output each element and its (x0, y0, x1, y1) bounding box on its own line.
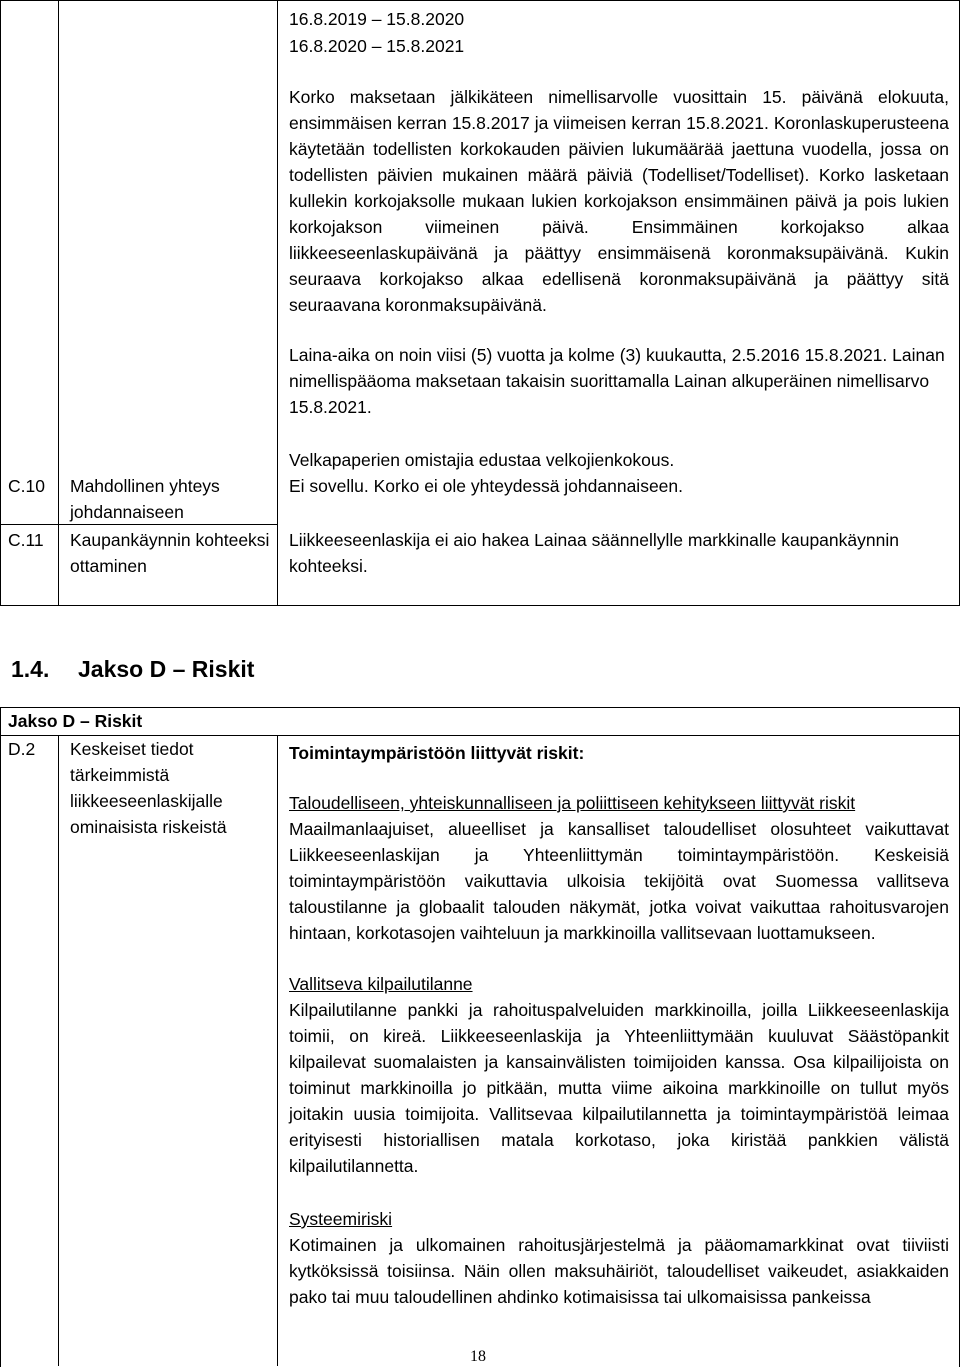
interest-period-date: 16.8.2020 – 15.8.2021 (289, 36, 465, 56)
section-number: 1.4. (11, 656, 50, 682)
risk-block-title: Systeemiriski (289, 1209, 393, 1229)
row-label: Kaupankäynnin kohteeksi ottaminen (70, 530, 270, 576)
risks-main-heading: Toimintaympäristöön liittyvät riskit: (289, 743, 585, 763)
table-risks-divider (277, 735, 278, 1366)
row-content: Ei sovellu. Korko ei ole yhteydessä johdannaiseen. (289, 476, 683, 496)
risk-block-title: Vallitseva kilpailutilanne (289, 974, 473, 994)
section-title: Jakso D – Riskit (78, 656, 255, 682)
bondholders-line: Velkapaperien omistajia edustaa velkojienkokous. (289, 450, 675, 470)
interest-paragraph: Korko maksetaan jälkikäteen nimellisarvolle vuosittain 15. päivänä elokuuta, ensimmäisen kerran 15.8.2017 ja viimeisen kerran 15.8.2021. Koronlaskuperusteena käytetään todellisten korkokauden päivien lukumäärää jaettuna vuodella, jossa on todellisten päivien mukainen määrä päiviä (Todelliset/Todelliset). Korko lasketaan kullekin korkojaksolle mukaan lukien korkojakson ensimmäinen päivä ja pois lukien korkojakson viimeinen päivä. Ensimmäinen korkojakso alkaa liikkeeseenlaskupäivänä ja päättyy ensimmäisenä koronmaksupäivänä. Kukin seuraava korkojakso alkaa edellisenä koronmaksupäivänä ja päättyy sitä seuraavana koronmaksupäivänä. (289, 87, 949, 315)
risk-block-title: Taloudelliseen, yhteiskunnalliseen ja poliittiseen kehitykseen liittyvät riskit (289, 793, 856, 813)
table-header: Jakso D – Riskit (8, 711, 143, 731)
row-code: D.2 (8, 739, 36, 759)
risk-block-text: Kilpailutilanne pankki ja rahoituspalveluiden markkinoilla, joilla Liikkeeseenlaskija toimii, on kireä. Liikkeeseenlaskija ja Yhteenliittymään kuuluvat Säästöpankit kilpailevat suomalaisten ja kansainvälisten toimijoiden kanssa. Osa kilpailijoista on toiminut markkinoilla jo pitkään, mutta viime aikoina markkinoille on tullut myös joitakin uusia toimijoita. Vallitsevaa kilpailutilannetta ja toimintaympäristöä leimaa erityisesti historiallisen matala korkotaso, joka kiristää pankkien välistä kilpailutilannetta. (289, 1000, 949, 1176)
row-code: C.11 (8, 530, 44, 550)
row-label: Keskeiset tiedot tärkeimmistä liikkeeseenlaskijalle ominaisista riskeistä (70, 739, 227, 837)
row-code: C.10 (8, 476, 45, 496)
page-number: 18 (470, 1348, 486, 1365)
risk-block-text: Kotimainen ja ulkomainen rahoitusjärjestelmä ja pääomamarkkinat ovat tiiviisti kytköksissä toisiinsa. Näin ollen maksuhäiriöt, taloudelliset vaikeudet, asiakkaiden pako tai muu taloudellinen ahdinko kotimaisissa tai ulkomaisissa pankeissa (289, 1235, 949, 1307)
table-terms-divider (277, 0, 278, 606)
table-risks-divider (58, 735, 59, 1366)
loan-term-paragraph: Laina-aika on noin viisi (5) vuotta ja kolme (3) kuukautta, 2.5.2016 15.8.2021. Lainan nimellispääoma maksetaan takaisin suorittamalla Lainan alkuperäinen nimellisarvo 15.8.2021. (289, 345, 945, 417)
table-terms-divider (58, 0, 59, 606)
risk-block-text: Maailmanlaajuiset, alueelliset ja kansalliset taloudelliset olosuhteet vaikuttavat Liikkeeseenlaskijan ja Yhteenliittymän toimintaympäristöön. Keskeisiä toimintaympäristöön vaikuttavia ulkoisia tekijöitä ovat Suomessa vallitseva taloustilanne ja globaalit talouden näkymät, jotka voivat vaikuttaa rahoitusvarojen hintaan, korkotasojen vaihteluun ja markkinoilla vallitsevaan luottamukseen. (289, 819, 949, 943)
row-content: Liikkeeseenlaskija ei aio hakea Lainaa säännellylle markkinalle kaupankäynnin kohteeksi. (289, 530, 899, 576)
row-label: Mahdollinen yhteys johdannaiseen (70, 476, 220, 522)
interest-period-date: 16.8.2019 – 15.8.2020 (289, 9, 465, 29)
